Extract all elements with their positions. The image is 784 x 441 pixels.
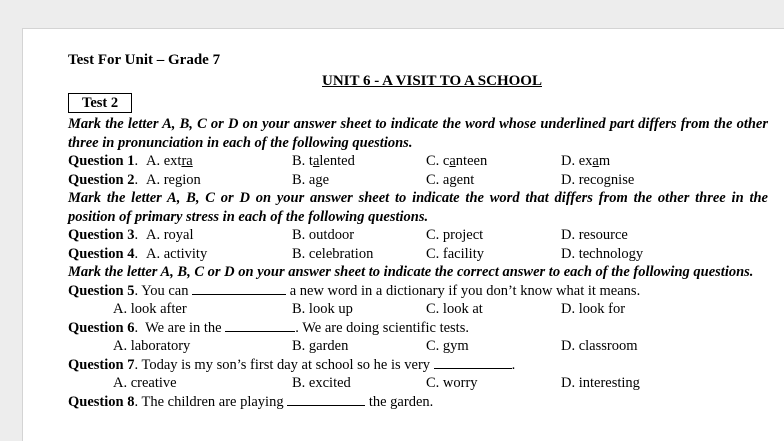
question-2-label-text: Question 2 <box>68 171 135 188</box>
q1-c-prefix: C. c <box>426 153 450 169</box>
instruction-pronunciation: Mark the letter A, B, C or D on your answer sheet to indicate the word whose underlined part differs from the other three in pronunciation in each of the following questions. <box>68 116 768 151</box>
question-6-option-c: C. gym <box>426 338 469 354</box>
question-7-option-a: A. creative <box>113 375 177 391</box>
unit-title: UNIT 6 - A VISIT TO A SCHOOL <box>322 73 542 89</box>
question-6-stem: Question 6. We are in the . We are doing scientific tests. <box>68 319 469 336</box>
q2-c-suffix: ent <box>456 171 475 188</box>
question-2-label: Question 2. <box>68 171 139 188</box>
question-6-label: Question 6 <box>68 319 135 336</box>
question-1-option-a <box>146 152 193 171</box>
question-7-stem: Question 7. Today is my son’s first day at school so he is very . <box>68 356 516 373</box>
question-4-option-c: C. facility <box>426 245 484 262</box>
question-5-stem: Question 5. You can a new word in a dictionary if you don’t know what it means. <box>68 282 641 299</box>
question-2-option-b <box>292 171 329 190</box>
question-6-option-a: A. laboratory <box>113 338 191 354</box>
question-6-option-b: B. garden <box>292 338 349 354</box>
question-3-option-d: D. resource <box>561 227 628 243</box>
question-1-label: Question 1. <box>68 153 139 169</box>
q2-a-suffix: ion <box>182 171 201 188</box>
question-3-row <box>68 226 768 245</box>
question-4-label: Question 4. <box>68 245 139 262</box>
question-1-option-c <box>426 152 487 171</box>
question-5-option-c: C. look at <box>426 301 483 317</box>
question-1-option-d <box>561 152 610 171</box>
q2-c-underline: g <box>449 171 457 188</box>
q2-b-prefix: B. a <box>292 171 316 188</box>
question-5-label: Question 5 <box>68 282 135 299</box>
question-2-option-d <box>561 171 634 190</box>
document-content <box>68 49 768 411</box>
test-label-box: Test 2 <box>68 93 132 113</box>
question-6-blank <box>225 319 295 332</box>
question-1-label-text: Question 1 <box>68 153 135 169</box>
q2-b-suffix: e <box>322 171 330 188</box>
q2-d-underline: g <box>603 171 611 188</box>
question-5-stem-after: a new word in a dictionary if you don’t know what it means. <box>289 282 641 299</box>
question-4-label-text: Question 4 <box>68 245 135 262</box>
document-page <box>22 28 784 441</box>
q2-c-prefix: C. a <box>426 171 450 188</box>
question-7-option-d: D. interesting <box>561 375 640 391</box>
question-3-label-text: Question 3 <box>68 227 135 243</box>
question-7-option-b: B. excited <box>292 375 351 391</box>
question-8-stem-after: the garden. <box>368 393 434 410</box>
q2-a-underline: g <box>175 171 183 188</box>
q2-b-underline: g <box>315 171 323 188</box>
question-6-options-row <box>68 337 768 356</box>
question-7-options-row <box>68 374 768 393</box>
question-5-option-d: D. look for <box>561 301 626 317</box>
question-2-row <box>68 171 768 190</box>
question-1-option-b <box>292 152 355 171</box>
q1-d-underline: a <box>592 153 599 169</box>
question-7-label: Question 7 <box>68 356 135 373</box>
instruction-stress: Mark the letter A, B, C or D on your answer sheet to indicate the word that differs from the other three in the position of primary stress in each of the following questions. <box>68 190 768 225</box>
q2-d-prefix: D. reco <box>561 171 604 188</box>
question-6-stem-after: . We are doing scientific tests. <box>295 319 469 336</box>
question-2-option-c <box>426 171 474 190</box>
q1-b-underline: a <box>312 153 320 169</box>
question-4-option-d: D. technology <box>561 245 644 262</box>
q1-a-underline: ra <box>181 153 193 169</box>
question-3-option-a: A. royal <box>146 227 194 243</box>
instruction-correct-answer: Mark the letter A, B, C or D on your answer sheet to indicate the correct answer to each of the following questions. <box>68 264 754 280</box>
doc-title: Test For Unit – Grade 7 <box>68 52 221 68</box>
question-7-stem-before: Today is my son’s first day at school so he is very <box>141 356 431 373</box>
question-4-option-a: A. activity <box>146 245 208 262</box>
question-8-stem: Question 8. The children are playing the garden. <box>68 393 434 410</box>
question-8-blank <box>287 393 365 406</box>
question-7-option-c: C. worry <box>426 375 478 391</box>
q1-b-prefix: B. t <box>292 153 313 169</box>
question-7-blank <box>434 356 512 369</box>
question-2-option-a <box>146 171 201 190</box>
question-8-label: Question 8 <box>68 393 135 410</box>
question-1-row <box>68 152 768 171</box>
question-5-option-b: B. look up <box>292 301 353 317</box>
question-4-row <box>68 245 768 264</box>
question-5-options-row <box>68 300 768 319</box>
q1-d-prefix: D. ex <box>561 153 593 169</box>
q1-c-underline: a <box>449 153 456 169</box>
q1-c-suffix: nteen <box>455 153 488 169</box>
q1-a-prefix: A. ext <box>146 153 182 169</box>
question-6-stem-before: We are in the <box>145 319 222 336</box>
question-4-option-b: B. celebration <box>292 245 374 262</box>
q2-a-prefix: A. re <box>146 171 175 188</box>
question-6-option-d: D. classroom <box>561 338 638 354</box>
question-5-blank <box>192 282 286 295</box>
question-7-stem-after: . <box>511 356 516 373</box>
q1-b-suffix: lented <box>319 153 355 169</box>
q2-d-suffix: nise <box>610 171 635 188</box>
question-3-label: Question 3. <box>68 227 139 243</box>
q1-d-suffix: m <box>598 153 611 169</box>
question-5-option-a: A. look after <box>113 301 187 317</box>
question-3-option-b: B. outdoor <box>292 227 355 243</box>
question-5-stem-before: You can <box>141 282 189 299</box>
question-8-stem-before: The children are playing <box>141 393 284 410</box>
question-3-option-c: C. project <box>426 227 484 243</box>
